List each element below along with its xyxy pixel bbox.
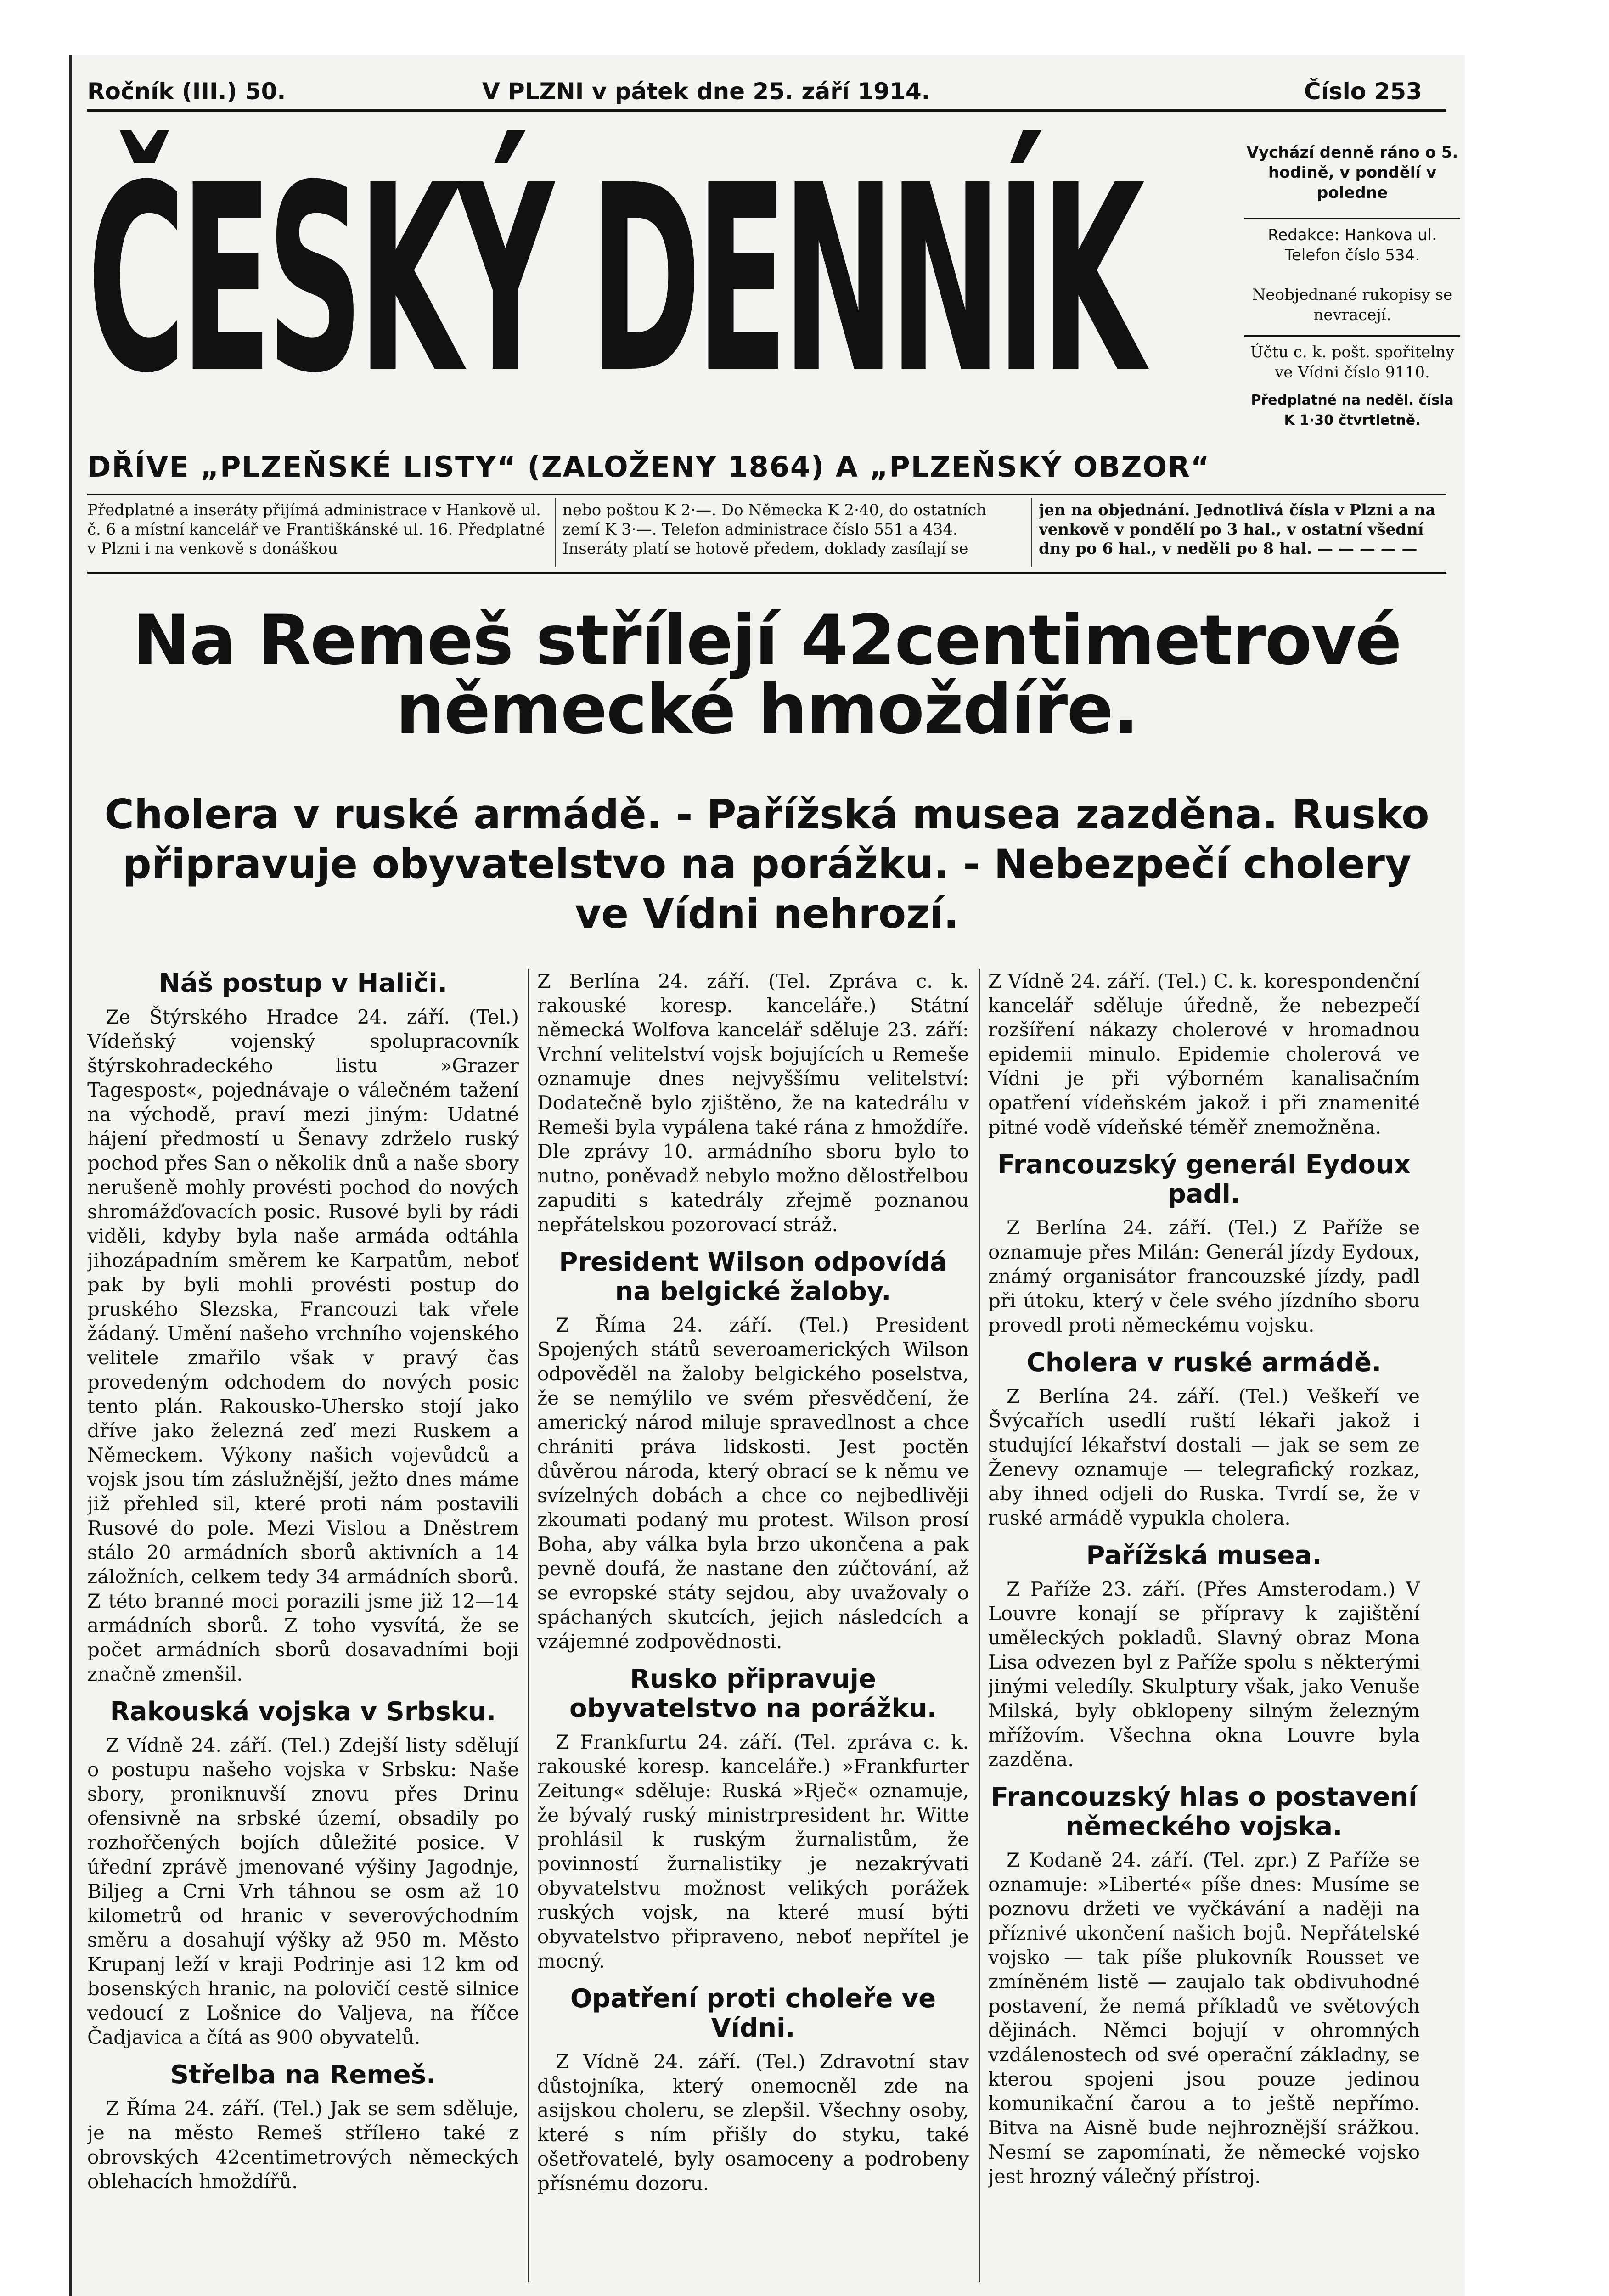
subscription-col-1: Předplatné a inseráty přijímá administrace v Hankově ul. č. 6 a místní kancelář ve Františkánské ul. 16. Předplatné v Plzni i na venkově s donáškou <box>87 501 545 558</box>
article-text: Z Paříže 23. září. (Přes Amsterodam.) V Louvre konají se přípravy k zajištění uměleckých pokladů. Slavný obraz Mona Lisa odvezen byl z Paříže spolu s některými jinými veledíly. Skulptury však, jako Venuše Milská, byly obklopeny silným železným mřížovím. Všechna okna Louvre byla zazděna. <box>988 1578 1420 1771</box>
issue-number: Číslo 253 <box>1304 78 1422 105</box>
info-rule <box>1244 335 1460 337</box>
article-text: Z Kodaně 24. září. (Tel. zpr.) Z Paříže se oznamuje: »Liberté« píše dnes: Musíme se poznovu držeti ve vyčkávání a naději na příznivé ukončení našich bojů. Nepřátelské vojsko — tak píše plukovník Rousset ve zmíněném listě — zaujalo tak obdivuhodné postavení, že nemá příkladů ve světových dějinách. Němci bojují v ohromných vzdálenostech od své operační základny, se kterou spojeni jsou pouze jedinou komunikační čarou a to ještě nepřímo. Bitva na Aisně bude nejhroznější srážkou. Nesmí se zapomínati, že německé vojsko jest hrozný válečný přístroj. <box>988 1849 1420 2188</box>
article-text: Z Říma 24. září. (Tel.) President Spojených států severoamerických Wilson odpověděl na žaloby belgického poselstva, že se nemýlilo ve svém přesvědčení, že americký národ miluje spravedlnost a chce chrániti práva lidskosti. Jest poctěn důvěrou národa, který obrací se k němu ve svízelných dobách a chce co nejbedlivěji zkoumati podaný mu protest. Wilson prosí Boha, aby válka byla brzo ukončena a pak pevně doufá, že nastane den zúčtování, až se evropské státy sejdou, aby uvažovaly o spáchaných skutcích, jejich následcích a vzájemné zodpovědnosti. <box>537 1314 969 1653</box>
column-separator <box>1031 498 1032 567</box>
subscription-col-3: jen na objednání. Jednotlivá čísla v Plzni a na venkově v pondělí po 3 hal., v ostatní všední dny po 6 hal., v neděli po 8 hal. — — — — — <box>1039 501 1436 558</box>
column-separator <box>979 969 980 2282</box>
article-title: Francouzský hlas o postavení německého vojska. <box>990 1782 1418 1841</box>
article-title: Rusko připravuje obyvatelstvo na porážku. <box>569 1664 937 1723</box>
account-info: Účtu c. k. pošt. spořitelny ve Vídni číslo 9110. <box>1250 343 1455 382</box>
article-title: Cholera v ruské armádě. <box>1026 1348 1382 1378</box>
info-rule <box>1244 218 1460 219</box>
top-rule <box>87 109 1446 112</box>
article-title: Rakouská vojska v Srbsku. <box>110 1697 496 1727</box>
article-text: Z Říma 24. září. (Tel.) Jak se sem sděluje, je na město Remeš střílено také z obrovských 42centimetrových německých oblehacích hmoždířů. <box>87 2097 519 2193</box>
newspaper-subtitle: DŘÍVE „PLZEŇSKÉ LISTY“ (ZALOŽENY 1864) A „PLZEŇSKÝ OBZOR“ <box>87 450 1210 484</box>
article-text: Z Berlína 24. září. (Tel.) Z Paříže se oznamuje přes Milán: Generál jízdy Eydoux, známý organisátor francouzské jízdy, padl při útoku, který v čele svého jízdního sboru provedl proti německému vojsku. <box>988 1216 1420 1336</box>
article-title: Náš postup v Haliči. <box>158 969 448 998</box>
manuscripts-note: Neobjednané rukopisy se nevracejí. <box>1252 286 1453 324</box>
subscription-bottom-rule <box>87 572 1446 574</box>
article-text: Z Berlína 24. září. (Tel. Zpráva c. k. rakouské koresp. kanceláře.) Státní německá Wolfova kancelář sděluje 23. září: Vrchní velitelství vojsk bojujících u Remeše oznamuje dnes nejvyššímu velitelství: Dodatečně bylo zjištěno, že na katedrálu v Remeši byla vypálena také rána z hmoždíře. Dle zprávy 10. armádního sboru bylo to nutno, poněvadž nebylo možno dělostřelbou zapuditi s katedrály zřejmě poznanou nepřátelskou pozorovací stráž. <box>537 970 969 1236</box>
article-title: Francouzský generál Eydoux padl. <box>997 1150 1411 1209</box>
article-title: Střelba na Remeš. <box>170 2060 436 2090</box>
article-title: President Wilson odpovídá na belgické žaloby. <box>559 1247 947 1306</box>
article-text: Z Berlína 24. září. (Tel.) Veškeří ve Švýcařích usedlí ruští lékaři jakož i studující lékařství dostali — jak se sem ze Ženevy oznamuje — telegrafický rozkaz, aby ihned odjeli do Ruska. Tvrdí se, že v ruské armádě vypukla cholera. <box>988 1385 1420 1529</box>
article-title: Pařížská musea. <box>1086 1541 1322 1570</box>
newspaper-page <box>69 55 1465 2296</box>
main-headline: Na Remeš střílejí 42centimetrové německé hmoždíře. <box>133 601 1401 749</box>
publication-info: Vychází denně ráno o 5. hodině, v pondělí v poledne <box>1246 143 1458 202</box>
dateline: V PLZNI v pátek dne 25. září 1914. <box>482 78 930 105</box>
article-text: Ze Štýrského Hradce 24. září. (Tel.) Vídeňský vojenský spolupracovník štýrskohradeckého listu »Grazer Tagespost«, pojednávaje o válečném tažení na východě, praví mezi jiným: Udatné hájení předmostí u Šenavy zdrželo ruský pochod přes San o několik dnů a naše sbory nerušeně mohly provésti pochod do nových shromážďovacích posic. Rusové byli by rádi viděli, kdyby byla naše armáda odtáhla jihozápadním směrem ke Karpatům, neboť pak by byli mohli provésti postup do pruského Slezska, Francouzi tak vřele žádaný. Umění našeho vrchního vojenského velitele zmařilo však v pravý čas provedeným odchodem do nových posic tento plán. Rakousko-Uhersko stojí jako dříve jako železná zeď mezi Ruskem a Německem. Výkony našich vojevůdců a vojsk jsou tím záslužnější, ježto dnes máme již přehled sil, které proti nám postavili Rusové do pole. Mezi Vislou a Dněstrem stálo 20 armádních sborů aktivních a 14 záložních, celkem tedy 34 armádních sborů. Z této branné moci porazili jsme již 12—14 armádních sborů. Z toho vysvítá, že se počet armádních sborů dosavadními boji značně zmenšil. <box>87 1006 519 1685</box>
sub-headline: Cholera v ruské armádě. - Pařížská musea zazděna. Rusko připravuje obyvatelstvo na porážku. - Nebezpečí cholery ve Vídni nehrozí. <box>104 791 1429 937</box>
masthead-topline <box>87 78 1446 106</box>
subscription-col-2: nebo poštou K 2·—. Do Německa K 2·40, do ostatních zemí K 3·—. Telefon administrace číslo 551 a 434. Inseráty platí se hotově předem, doklady zasílají se <box>563 501 987 558</box>
volume-number: Ročník (III.) 50. <box>87 78 286 105</box>
column-2 <box>537 969 969 2282</box>
newspaper-title: ČESKÝ DENNÍK <box>87 130 1140 430</box>
column-3 <box>988 969 1420 2282</box>
article-text: Z Vídně 24. září. (Tel.) C. k. korespondenční kancelář sděluje úředně, že nebezpečí rozšíření nákazy cholerové v hromadnou epidemii minulo. Epidemie cholerová ve Vídni je při výborném kanalisačním opatření vídeňském jakož i při znamenité pitné vodě vídeňské téměř znemožněna. <box>988 970 1420 1138</box>
column-separator <box>555 498 556 567</box>
article-title: Opatření proti choleře ve Vídni. <box>570 1984 936 2043</box>
article-text: Z Vídně 24. září. (Tel.) Zdejší listy sdělují o postupu našeho vojska v Srbsku: Naše sbory, proniknuvší znovu přes Drinu ofensivně na srbské území, obsadily po rozhořčených bojích důležité posice. V úřední zprávě jmenované výšiny Jagodnje, Bilјeg a Crni Vrh táhnou se osm až 10 kilometrů od hranic v severovýchodním směru a dosahují výšky až 950 m. Město Krupanj leží v kraji Podrinje asi 12 km od bosenských hranic, na polovičí cestě silnice vedoucí z Lošnice do Valjeva, na říčce Čadjavica a čítá as 900 obyvatelů. <box>87 1734 519 2048</box>
column-separator <box>528 969 529 2282</box>
article-text: Z Frankfurtu 24. září. (Tel. zpráva c. k. rakouské koresp. kanceláře.) »Frankfurter Zeitung« sděluje: Ruská »Rječ« oznamuje, že bývalý ruský ministrpresident hr. Witte prohlásil k ruským žurnalistům, že povinností žurnalistiky je nezakrývati obyvatelstvu možnost velikých porážek ruských vojsk, na které musí býti obyvatelstvo připraveno, neboť nepřítel je mocný. <box>537 1731 969 1972</box>
column-1 <box>87 969 519 2282</box>
sunday-subscription: Předplatné na neděl. čísla K 1·30 čtvrtletně. <box>1251 392 1454 428</box>
article-text: Z Vídně 24. září. (Tel.) Zdravotní stav důstojníka, který onemocněl zde na asijskou choleru, se zlepšil. Všechny osoby, které s ním přišly do styku, také ošetřovatelé, byly osamoceny a podrobeny přísnému dozoru. <box>537 2050 969 2195</box>
editorial-info: Redakce: Hankova ul. Telefon číslo 534. <box>1268 226 1437 264</box>
subscription-top-rule <box>87 494 1446 495</box>
